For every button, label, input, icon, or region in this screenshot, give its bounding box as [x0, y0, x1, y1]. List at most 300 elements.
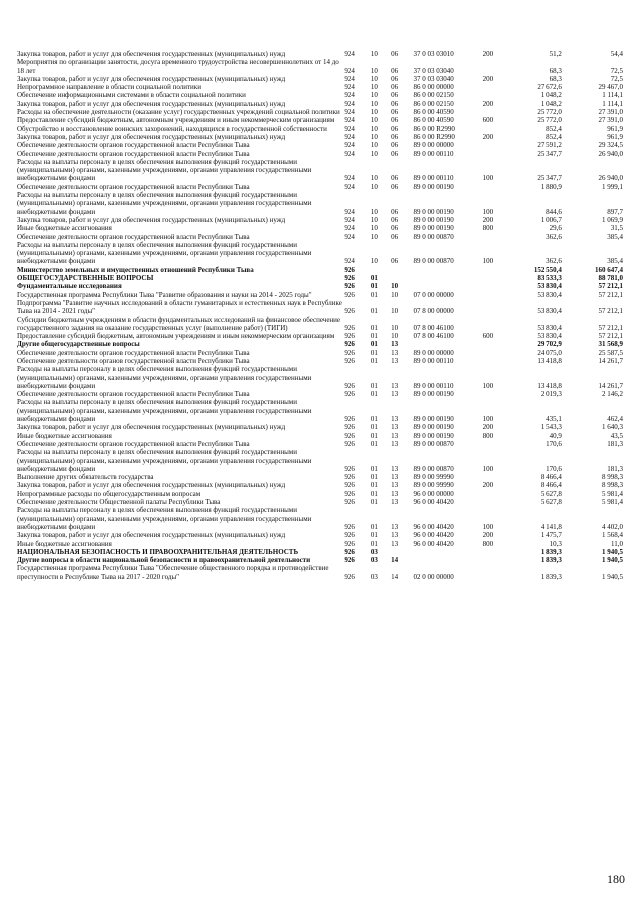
row-expense-type: 600 [482, 116, 494, 125]
row-name: Расходы на обеспечение деятельности (оказание услуг) государственных учреждений социальной политики [17, 108, 340, 117]
row-expense-type [483, 91, 509, 99]
row-amount-1: 13 418,8 [537, 356, 562, 365]
row-amount-1: 27 591,2 [537, 141, 562, 150]
row-subsection: 13 [391, 473, 399, 482]
row-ministry-code: 924 [344, 182, 355, 191]
row-amount-2: 1 640,3 [602, 423, 623, 432]
row-name: Иные бюджетные ассигнования [17, 224, 112, 233]
row-expense-type: 800 [482, 224, 494, 233]
row-section: 10 [370, 99, 378, 108]
row-ministry-code: 924 [344, 224, 355, 233]
row-subsection: 06 [391, 207, 399, 216]
row-amount-1: 83 533,3 [537, 274, 562, 283]
row-amount-1: 852,4 [546, 132, 562, 141]
row-section: 01 [370, 431, 378, 440]
table-row [17, 506, 623, 531]
row-amount-1: 25 347,7 [537, 174, 562, 183]
row-section: 10 [370, 66, 378, 75]
row-section: 01 [370, 473, 378, 482]
row-target-article [414, 556, 483, 564]
row-name: Фундаментальные исследования [17, 282, 122, 291]
row-target-article [414, 340, 483, 348]
row-expense-type: 800 [482, 431, 494, 440]
row-name: Закупка товаров, работ и услуг для обеспечения государственных (муниципальных) нужд [17, 531, 286, 540]
row-section: 01 [370, 481, 378, 490]
row-section: 10 [370, 174, 378, 183]
row-target-article: 86 0 00 40590 [413, 116, 454, 125]
row-ministry-code: 924 [344, 215, 355, 224]
row-subsection: 13 [391, 464, 399, 473]
row-ministry-code: 926 [344, 572, 355, 581]
row-expense-type [483, 141, 509, 149]
row-ministry-code: 924 [344, 149, 355, 158]
row-ministry-code: 926 [344, 340, 355, 349]
table-row [17, 481, 623, 489]
row-amount-2: 181,3 [607, 439, 623, 448]
row-target-article: 86 0 00 02150 [413, 91, 454, 100]
row-subsection: 13 [391, 481, 399, 490]
row-subsection: 13 [391, 522, 399, 531]
table-row [17, 100, 623, 108]
row-expense-type: 100 [482, 522, 494, 531]
row-ministry-code: 924 [344, 132, 355, 141]
row-amount-2: 160 647,4 [595, 265, 623, 274]
row-amount-2: 181,3 [607, 464, 623, 473]
row-amount-1: 25 772,0 [537, 116, 562, 125]
row-target-article: 89 0 00 00870 [413, 439, 454, 448]
row-subsection: 06 [391, 116, 399, 125]
row-ministry-code: 926 [344, 381, 355, 390]
table-row [17, 349, 623, 357]
row-amount-2: 27 391,0 [598, 116, 623, 125]
row-name: Предоставление субсидий бюджетным, автономным учреждениям и иным некоммерческим организациям [17, 332, 335, 341]
row-ministry-code: 926 [344, 390, 355, 399]
row-ministry-code: 926 [344, 539, 355, 548]
row-amount-1: 25 772,0 [537, 108, 562, 117]
row-amount-2: 961,9 [607, 132, 623, 141]
row-target-article: 07 0 00 00000 [413, 290, 454, 299]
row-expense-type: 100 [482, 207, 494, 216]
table-row [17, 556, 623, 564]
row-section: 01 [370, 531, 378, 540]
row-expense-type [483, 473, 509, 481]
row-ministry-code: 924 [344, 83, 355, 92]
row-subsection: 06 [391, 224, 399, 233]
table-row [17, 282, 623, 290]
table-row [17, 150, 623, 158]
row-subsection [391, 266, 413, 274]
row-section: 10 [370, 91, 378, 100]
row-name: Обеспечение деятельности органов государственной власти Республики Тыва [17, 439, 250, 448]
row-expense-type: 600 [482, 332, 494, 341]
row-ministry-code: 926 [344, 348, 355, 357]
row-target-article: 07 8 00 46100 [413, 323, 454, 332]
row-ministry-code: 924 [344, 50, 355, 58]
row-amount-2: 1 114,1 [602, 99, 623, 108]
row-name: Обеспечение деятельности органов государственной власти Республики Тыва [17, 348, 250, 357]
row-section: 10 [370, 141, 378, 150]
row-amount-2: 31,5 [610, 224, 623, 233]
row-name: Обеспечение информационными системами в области социальной политики [17, 91, 246, 100]
row-target-article: 89 0 00 00110 [413, 149, 454, 158]
row-name: Обеспечение деятельности органов государственной власти Республики Тыва [17, 356, 250, 365]
row-subsection: 06 [391, 132, 399, 141]
row-ministry-code: 924 [344, 108, 355, 117]
row-subsection: 10 [391, 290, 399, 299]
row-subsection: 06 [391, 257, 399, 266]
row-subsection [391, 274, 413, 282]
row-expense-type [483, 291, 509, 299]
row-section: 01 [370, 381, 378, 390]
row-target-article: 96 0 00 00000 [413, 489, 454, 498]
table-row [17, 548, 623, 556]
table-row [17, 241, 623, 266]
row-section: 01 [370, 489, 378, 498]
row-name: Обеспечение деятельности органов государственной власти Республики Тыва [17, 182, 250, 191]
row-section: 01 [370, 390, 378, 399]
row-amount-2: 88 781,0 [598, 274, 623, 283]
row-name: Закупка товаров, работ и услуг для обеспечения государственных (муниципальных) нужд [17, 423, 286, 432]
row-expense-type: 100 [482, 174, 494, 183]
row-target-article: 37 0 03 03010 [413, 50, 454, 58]
row-section: 03 [370, 556, 378, 565]
row-section: 01 [370, 307, 378, 316]
row-amount-2: 14 261,7 [598, 356, 623, 365]
table-row [17, 141, 623, 149]
row-target-article: 89 0 00 00190 [413, 224, 454, 233]
row-ministry-code: 926 [344, 282, 355, 291]
row-ministry-code: 926 [344, 265, 355, 274]
row-amount-1: 2 019,3 [540, 390, 562, 399]
row-target-article: 89 0 00 00190 [413, 182, 454, 191]
row-section: 01 [370, 332, 378, 341]
row-ministry-code: 924 [344, 124, 355, 133]
table-row [17, 423, 623, 431]
row-target-article: 89 0 00 00190 [413, 207, 454, 216]
row-amount-2: 11,0 [611, 539, 623, 548]
row-target-article: 89 0 00 00110 [413, 356, 454, 365]
row-target-article [414, 282, 483, 290]
row-amount-1: 13 418,8 [537, 381, 562, 390]
row-expense-type [483, 357, 509, 365]
table-row [17, 390, 623, 398]
row-ministry-code: 926 [344, 522, 355, 531]
row-section: 10 [370, 232, 378, 241]
row-name: Подпрограмма "Развитие научных исследований в области гуманитарных и естественных наук в Республике Тыва на 2014 - 2021 годы" [17, 298, 342, 316]
row-expense-type [483, 349, 509, 357]
row-subsection: 13 [391, 340, 399, 349]
row-expense-type: 200 [482, 74, 494, 83]
row-name: Другие вопросы в области национальной безопасности и правоохранительной деятельности [17, 556, 311, 565]
row-subsection: 06 [391, 99, 399, 108]
table-row [17, 125, 623, 133]
row-amount-1: 40,9 [549, 431, 562, 440]
row-name: Закупка товаров, работ и услуг для обеспечения государственных (муниципальных) нужд [17, 99, 286, 108]
row-ministry-code: 926 [344, 473, 355, 482]
row-expense-type [483, 150, 509, 158]
row-subsection: 13 [391, 431, 399, 440]
row-subsection: 06 [391, 74, 399, 83]
budget-table-body [17, 50, 623, 581]
row-target-article: 37 0 03 03040 [413, 66, 454, 75]
row-amount-1: 5 627,8 [540, 498, 562, 507]
row-expense-type: 100 [482, 381, 494, 390]
row-subsection: 13 [391, 381, 399, 390]
row-expense-type: 100 [482, 257, 494, 266]
table-row [17, 183, 623, 191]
row-ministry-code: 926 [344, 274, 355, 283]
row-target-article: 96 0 00 40420 [413, 498, 454, 507]
row-name: Иные бюджетные ассигнования [17, 431, 112, 440]
row-expense-type [483, 316, 509, 333]
row-name: Расходы на выплаты персоналу в целях обеспечения выполнения функций государственными (муниципальными) органами, казенными учреждениями, органами управления государственными внебюджетными фондами [17, 240, 312, 266]
row-ministry-code: 926 [344, 307, 355, 316]
table-row [17, 357, 623, 365]
row-amount-2: 462,4 [607, 415, 623, 424]
row-subsection: 13 [391, 423, 399, 432]
table-row [17, 75, 623, 83]
row-ministry-code: 926 [344, 439, 355, 448]
row-ministry-code: 924 [344, 91, 355, 100]
row-target-article: 89 0 00 00190 [413, 390, 454, 399]
row-expense-type: 200 [482, 50, 494, 58]
row-subsection: 06 [391, 50, 399, 58]
row-ministry-code: 926 [344, 489, 355, 498]
row-amount-2: 43,5 [610, 431, 623, 440]
table-row [17, 432, 623, 440]
row-subsection: 13 [391, 539, 399, 548]
row-expense-type [483, 266, 509, 274]
row-name: Закупка товаров, работ и услуг для обеспечения государственных (муниципальных) нужд [17, 215, 286, 224]
row-target-article: 02 0 00 00000 [413, 572, 454, 581]
row-target-article: 37 0 03 03040 [413, 74, 454, 83]
row-amount-1: 1 475,7 [540, 531, 562, 540]
table-row [17, 564, 623, 581]
row-target-article: 89 0 00 00870 [413, 464, 454, 473]
row-section: 10 [370, 224, 378, 233]
row-ministry-code: 926 [344, 290, 355, 299]
table-row [17, 365, 623, 390]
row-expense-type [483, 390, 509, 398]
row-amount-1: 152 550,4 [533, 265, 562, 274]
row-name: Предоставление субсидий бюджетным, автономным учреждениям и иным некоммерческим организациям [17, 116, 335, 125]
row-subsection: 06 [391, 83, 399, 92]
row-expense-type: 100 [482, 415, 494, 424]
row-amount-1: 8 466,4 [540, 473, 562, 482]
row-amount-2: 5 981,4 [602, 498, 623, 507]
row-amount-1: 170,6 [546, 464, 562, 473]
row-amount-1: 10,3 [549, 539, 562, 548]
row-target-article: 07 8 00 46100 [413, 332, 454, 341]
row-section: 01 [370, 439, 378, 448]
row-amount-2: 1 114,1 [602, 91, 623, 100]
table-row [17, 274, 623, 282]
table-row [17, 448, 623, 473]
table-row [17, 58, 623, 75]
row-section: 10 [370, 74, 378, 83]
row-amount-2: 1 568,4 [602, 531, 623, 540]
row-ministry-code: 924 [344, 99, 355, 108]
row-target-article: 86 0 00 R2990 [413, 132, 455, 141]
row-target-article: 86 0 00 R2990 [413, 124, 455, 133]
row-section: 10 [370, 149, 378, 158]
row-expense-type [483, 299, 509, 316]
row-ministry-code: 926 [344, 547, 355, 556]
row-target-article: 89 0 00 00190 [413, 431, 454, 440]
row-name: Субсидии бюджетным учреждениям в области фундаментальных исследований на финансовое обеспечение государственного задания на оказание государственных услуг (выполнение работ) (ТИГИ) [17, 315, 341, 332]
row-name: Расходы на выплаты персоналу в целях обеспечения выполнения функций государственными (муниципальными) органами, казенными учреждениями, органами управления государственными внебюджетными фондами [17, 506, 312, 531]
row-expense-type: 200 [482, 531, 494, 540]
row-section: 01 [370, 340, 378, 349]
row-target-article: 89 0 00 99990 [413, 481, 454, 490]
row-target-article: 86 0 00 40590 [413, 108, 454, 117]
row-amount-2: 1 999,1 [602, 182, 623, 191]
row-ministry-code: 926 [344, 481, 355, 490]
row-section: 01 [370, 282, 378, 291]
row-target-article: 86 0 00 02150 [413, 99, 454, 108]
row-name: Обеспечение деятельности органов государственной власти Республики Тыва [17, 149, 250, 158]
row-section: 03 [370, 572, 378, 581]
row-section: 10 [370, 83, 378, 92]
row-subsection: 13 [391, 531, 399, 540]
row-ministry-code: 924 [344, 174, 355, 183]
row-section: 10 [370, 124, 378, 133]
row-target-article: 89 0 00 99990 [413, 473, 454, 482]
row-name: Расходы на выплаты персоналу в целях обеспечения выполнения функций государственными (муниципальными) органами, казенными учреждениями, органами управления государственными внебюджетными фондами [17, 448, 312, 473]
row-amount-1: 1 880,9 [540, 182, 562, 191]
row-target-article: 07 8 00 00000 [413, 307, 454, 316]
row-amount-1: 53 830,4 [537, 282, 562, 291]
table-row [17, 108, 623, 116]
table-row [17, 531, 623, 539]
row-subsection: 13 [391, 356, 399, 365]
table-row [17, 398, 623, 423]
row-name: Обустройство и восстановление воинских захоронений, находящихся в государственной собственности [17, 124, 327, 133]
row-name: Обеспечение деятельности органов государственной власти Республики Тыва [17, 141, 250, 150]
row-amount-1: 53 830,4 [537, 323, 562, 332]
row-expense-type [483, 440, 509, 448]
row-subsection: 13 [391, 390, 399, 399]
row-target-article: 89 0 00 00110 [413, 381, 454, 390]
row-amount-2: 57 212,1 [598, 290, 623, 299]
row-amount-2: 72,5 [610, 66, 623, 75]
row-amount-1: 53 830,4 [537, 290, 562, 299]
row-target-article: 89 0 00 00000 [413, 141, 454, 150]
row-expense-type [483, 125, 509, 133]
row-subsection: 13 [391, 348, 399, 357]
row-name: Государственная программа Республики Тыва "Развитие образования и науки на 2014 - 2025 годы" [17, 290, 312, 299]
row-section: 03 [370, 547, 378, 556]
row-name: Расходы на выплаты персоналу в целях обеспечения выполнения функций государственными (муниципальными) органами, казенными учреждениями, органами управления государственными внебюджетными фондами [17, 157, 312, 183]
row-target-article [414, 274, 483, 282]
row-subsection: 13 [391, 498, 399, 507]
row-amount-1: 1 839,3 [540, 572, 562, 581]
row-name: Обеспечение деятельности Общественной палаты Республики Тыва [17, 498, 221, 507]
row-amount-2: 1 940,5 [602, 572, 623, 581]
row-target-article: 86 0 00 00000 [413, 83, 454, 92]
row-section: 10 [370, 207, 378, 216]
row-amount-2: 961,9 [607, 124, 623, 133]
row-target-article: 89 0 00 00000 [413, 348, 454, 357]
row-ministry-code: 926 [344, 498, 355, 507]
row-amount-2: 4 402,0 [602, 522, 623, 531]
row-name: ОБЩЕГОСУДАРСТВЕННЫЕ ВОПРОСЫ [17, 274, 154, 283]
row-amount-2: 27 391,0 [598, 108, 623, 117]
row-amount-1: 53 830,4 [537, 332, 562, 341]
row-name: Иные бюджетные ассигнования [17, 539, 112, 548]
budget-table [17, 50, 623, 581]
row-ministry-code: 926 [344, 323, 355, 332]
row-amount-2: 1 940,5 [602, 556, 623, 565]
table-row [17, 266, 623, 274]
row-expense-type: 800 [482, 539, 494, 548]
row-name: Министерство земельных и имущественных отношений Республики Тыва [17, 265, 254, 274]
row-section: 01 [370, 274, 378, 283]
row-name: Выполнение других обязательств государства [17, 473, 154, 482]
row-section: 01 [370, 539, 378, 548]
row-expense-type [483, 548, 509, 556]
row-subsection: 13 [391, 415, 399, 424]
row-amount-1: 1 839,3 [540, 556, 562, 565]
row-section: 01 [370, 348, 378, 357]
row-ministry-code: 926 [344, 556, 355, 565]
row-target-article [414, 548, 483, 556]
table-row [17, 340, 623, 348]
row-ministry-code: 926 [344, 332, 355, 341]
row-expense-type [483, 498, 509, 506]
row-amount-2: 2 146,2 [602, 390, 623, 399]
row-target-article: 89 0 00 00190 [413, 423, 454, 432]
row-expense-type: 200 [482, 215, 494, 224]
row-subsection: 10 [391, 307, 399, 316]
row-amount-2: 897,7 [607, 207, 623, 216]
row-amount-1: 4 141,8 [540, 522, 562, 531]
row-section: 10 [370, 108, 378, 117]
row-name: Обеспечение деятельности органов государственной власти Республики Тыва [17, 232, 250, 241]
row-section: 01 [370, 423, 378, 432]
row-amount-1: 51,2 [549, 50, 562, 58]
row-section: 01 [370, 464, 378, 473]
row-ministry-code: 926 [344, 464, 355, 473]
row-subsection: 06 [391, 182, 399, 191]
row-expense-type: 200 [482, 99, 494, 108]
row-amount-1: 435,1 [546, 415, 562, 424]
row-amount-2: 14 261,7 [598, 381, 623, 390]
row-name: Расходы на выплаты персоналу в целях обеспечения выполнения функций государственными (муниципальными) органами, казенными учреждениями, органами управления государственными внебюджетными фондами [17, 191, 312, 216]
row-subsection: 06 [391, 215, 399, 224]
table-row [17, 299, 623, 316]
row-ministry-code: 926 [344, 431, 355, 440]
row-subsection: 06 [391, 141, 399, 150]
row-subsection: 10 [391, 282, 399, 291]
row-name: Государственная программа Республики Тыва "Обеспечение общественного порядка и противодействие преступности в Республике Тыва на 2017 - 2020 годы" [17, 564, 329, 581]
row-subsection: 14 [391, 556, 399, 565]
row-target-article: 89 0 00 00190 [413, 415, 454, 424]
row-amount-1: 852,4 [546, 124, 562, 133]
row-name: Мероприятия по организации занятости, досуга временного трудоустройства несовершеннолетних от 14 до 18 лет [17, 58, 339, 75]
row-target-article: 89 0 00 00870 [413, 257, 454, 266]
row-section [371, 266, 391, 274]
table-row [17, 216, 623, 224]
row-amount-1: 29 702,9 [537, 340, 562, 349]
row-subsection: 10 [391, 323, 399, 332]
row-amount-2: 57 212,1 [598, 323, 623, 332]
row-subsection [391, 548, 413, 556]
row-amount-1: 1 543,3 [540, 423, 562, 432]
row-ministry-code: 924 [344, 141, 355, 150]
row-name: Расходы на выплаты персоналу в целях обеспечения выполнения функций государственными (муниципальными) органами, казенными учреждениями, органами управления государственными внебюджетными фондами [17, 365, 312, 390]
row-expense-type: 200 [482, 423, 494, 432]
